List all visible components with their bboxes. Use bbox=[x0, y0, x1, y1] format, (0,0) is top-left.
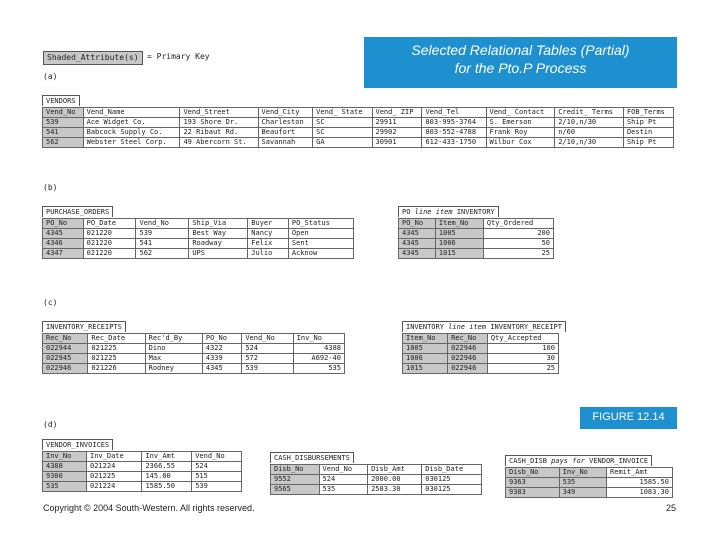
table-cell: Rodney bbox=[145, 364, 202, 374]
table-cell: 021224 bbox=[87, 482, 142, 492]
copyright-notice: Copyright © 2004 South-Western. All rights reserved. bbox=[43, 503, 255, 513]
table-cell: Beaufort bbox=[258, 128, 313, 138]
table-cell: 021225 bbox=[87, 472, 142, 482]
vendor-invoices-table-block bbox=[42, 432, 242, 492]
purchase-orders-header-cell: Buyer bbox=[248, 219, 289, 229]
table-cell: 803-995-3764 bbox=[422, 118, 486, 128]
table-cell: SC bbox=[313, 128, 372, 138]
table-cell: 572 bbox=[242, 354, 293, 364]
vendor-invoices-table bbox=[42, 451, 242, 492]
table-row bbox=[403, 364, 559, 374]
table-row bbox=[43, 138, 674, 148]
inventory-receipts-table bbox=[42, 333, 345, 374]
cash-disb-invoice-table-name bbox=[505, 455, 652, 466]
table-cell: SC bbox=[313, 118, 372, 128]
table-cell: 25 bbox=[487, 364, 558, 374]
vendors-header-cell: Vend_ ZIP bbox=[372, 108, 422, 118]
table-cell: 539 bbox=[242, 364, 293, 374]
table-row bbox=[43, 128, 674, 138]
table-cell: Max bbox=[145, 354, 202, 364]
table-cell: 515 bbox=[192, 472, 242, 482]
table-row bbox=[271, 475, 482, 485]
table-cell: 541 bbox=[136, 239, 189, 249]
inventory-receipt-name-right: INVENTORY_RECEIPT bbox=[490, 323, 562, 331]
table-cell: 1585.50 bbox=[607, 478, 673, 488]
table-row bbox=[399, 239, 554, 249]
table-cell: Roadway bbox=[189, 239, 248, 249]
table-cell: 022946 bbox=[448, 354, 488, 364]
cash-disb-invoice-table-block bbox=[505, 448, 673, 498]
cash-disb-invoice-name-left: CASH_DISB bbox=[509, 457, 547, 465]
purchase-orders-header-cell: PO_No bbox=[43, 219, 84, 229]
table-cell: 9383 bbox=[506, 488, 560, 498]
primary-key-legend-text: = Primary Key bbox=[147, 52, 210, 61]
table-cell: 9565 bbox=[271, 485, 320, 495]
table-cell: 100 bbox=[487, 344, 558, 354]
table-cell: 535 bbox=[43, 482, 87, 492]
part-b-label: (b) bbox=[43, 183, 58, 192]
table-cell: 562 bbox=[43, 138, 84, 148]
table-cell: 4388 bbox=[43, 462, 87, 472]
table-cell: 1585.50 bbox=[142, 482, 192, 492]
table-cell: 25 bbox=[483, 249, 553, 259]
po-inventory-header-cell: Item_No bbox=[435, 219, 483, 229]
cash-disb-invoice-header-cell: Disb_No bbox=[506, 468, 560, 478]
table-row bbox=[506, 488, 673, 498]
vendors-table-name: VENDORS bbox=[42, 95, 80, 106]
vendors-header-cell: Vend_City bbox=[258, 108, 313, 118]
table-cell: Ship Pt bbox=[623, 118, 673, 128]
table-cell: Felix bbox=[248, 239, 289, 249]
table-cell: 524 bbox=[192, 462, 242, 472]
table-cell: 535 bbox=[293, 364, 344, 374]
table-cell: 4347 bbox=[43, 249, 84, 259]
purchase-orders-table-block bbox=[42, 199, 354, 259]
table-cell: UPS bbox=[189, 249, 248, 259]
table-cell: 022946 bbox=[448, 344, 488, 354]
vendors-header-cell: FOB_Terms bbox=[623, 108, 673, 118]
table-cell: 021226 bbox=[88, 364, 145, 374]
table-cell: GA bbox=[313, 138, 372, 148]
table-cell: 2/10,n/30 bbox=[555, 118, 624, 128]
vendors-header-cell: Vend_No bbox=[43, 108, 84, 118]
po-inventory-table-name bbox=[398, 206, 499, 217]
slide-title bbox=[364, 37, 677, 88]
vendors-header-cell: Vend_ State bbox=[313, 108, 372, 118]
table-cell: 9363 bbox=[506, 478, 560, 488]
po-inventory-header-cell: Qty_Ordered bbox=[483, 219, 553, 229]
inventory-receipt-table bbox=[402, 333, 559, 374]
table-cell: 1005 bbox=[403, 344, 448, 354]
table-cell: 4345 bbox=[202, 364, 241, 374]
primary-key-legend-swatch: Shaded_Attribute(s) bbox=[43, 51, 143, 65]
table-cell: S. Emerson bbox=[486, 118, 555, 128]
po-inventory-table-block bbox=[398, 199, 554, 259]
table-cell: 524 bbox=[319, 475, 368, 485]
table-row bbox=[43, 239, 354, 249]
table-cell: 30901 bbox=[372, 138, 422, 148]
table-cell: 4388 bbox=[293, 344, 344, 354]
title-line-2: for the Pto.P Process bbox=[454, 60, 587, 76]
part-d-label: (d) bbox=[43, 420, 58, 429]
cash-disb-invoice-header-cell: Inv_No bbox=[559, 468, 606, 478]
table-row bbox=[506, 478, 673, 488]
vendors-header-cell: Vend_Tel bbox=[422, 108, 486, 118]
vendor-invoices-header-cell: Inv_Date bbox=[87, 452, 142, 462]
vendors-header-cell: Vend_Street bbox=[180, 108, 258, 118]
table-row bbox=[43, 472, 242, 482]
table-cell: 021225 bbox=[88, 354, 145, 364]
table-cell: 349 bbox=[559, 488, 606, 498]
po-inventory-name-right: INVENTORY bbox=[456, 208, 495, 216]
table-cell: 22 Ribaut Rd. bbox=[180, 128, 258, 138]
cash-disb-invoice-table bbox=[505, 467, 673, 498]
table-cell: 1006 bbox=[435, 239, 483, 249]
table-cell: 539 bbox=[192, 482, 242, 492]
inventory-receipts-header-cell: Inv_No bbox=[293, 334, 344, 344]
table-cell: Ship Pt bbox=[623, 138, 673, 148]
table-cell: 29902 bbox=[372, 128, 422, 138]
inventory-receipt-table-name bbox=[402, 321, 566, 332]
table-cell: 4339 bbox=[202, 354, 241, 364]
cash-disbursements-table bbox=[270, 464, 482, 495]
cash-disb-invoice-name-mid: pays for bbox=[551, 457, 585, 465]
table-cell: 022945 bbox=[43, 354, 88, 364]
table-cell: 4345 bbox=[399, 229, 436, 239]
po-inventory-name-left: PO bbox=[402, 208, 411, 216]
table-cell: 1005 bbox=[435, 229, 483, 239]
vendors-header-cell: Vend_Name bbox=[83, 108, 180, 118]
table-cell: 29911 bbox=[372, 118, 422, 128]
table-cell: 1015 bbox=[435, 249, 483, 259]
table-row bbox=[271, 485, 482, 495]
vendors-table-block bbox=[42, 88, 674, 148]
purchase-orders-header-cell: PO_Date bbox=[83, 219, 136, 229]
table-cell: 021224 bbox=[87, 462, 142, 472]
table-cell: 539 bbox=[43, 118, 84, 128]
table-cell: 145.00 bbox=[142, 472, 192, 482]
cash-disbursements-table-block bbox=[270, 445, 482, 495]
vendor-invoices-header-cell: Vend_No bbox=[192, 452, 242, 462]
table-cell: 021225 bbox=[88, 344, 145, 354]
table-cell: 539 bbox=[136, 229, 189, 239]
purchase-orders-header-cell: Ship_Via bbox=[189, 219, 248, 229]
cash-disbursements-table-name: CASH_DISBURSEMENTS bbox=[270, 452, 354, 463]
table-row bbox=[43, 118, 674, 128]
vendor-invoices-table-name: VENDOR_INVOICES bbox=[42, 439, 113, 450]
table-cell: A692-40 bbox=[293, 354, 344, 364]
inventory-receipts-table-name: INVENTORY_RECEIPTS bbox=[42, 321, 126, 332]
table-cell: 4346 bbox=[43, 239, 84, 249]
inventory-receipts-header-cell: Rec_Date bbox=[88, 334, 145, 344]
inventory-receipt-header-cell: Rec_No bbox=[448, 334, 488, 344]
vendors-table bbox=[42, 107, 674, 148]
cash-disbursements-header-cell: Disb_Amt bbox=[368, 465, 422, 475]
table-cell: Charleston bbox=[258, 118, 313, 128]
inventory-receipt-header-cell: Item_No bbox=[403, 334, 448, 344]
vendor-invoices-header-cell: Inv_Amt bbox=[142, 452, 192, 462]
cash-disb-invoice-name-right: VENDOR_INVOICE bbox=[589, 457, 649, 465]
table-cell: 541 bbox=[43, 128, 84, 138]
inventory-receipts-header-cell: PO_No bbox=[202, 334, 241, 344]
table-cell: Babcock Supply Co. bbox=[83, 128, 180, 138]
table-row bbox=[43, 364, 345, 374]
table-cell: 2583.30 bbox=[368, 485, 422, 495]
table-cell: 2366.55 bbox=[142, 462, 192, 472]
table-cell: Open bbox=[288, 229, 353, 239]
table-cell: Destin bbox=[623, 128, 673, 138]
table-row bbox=[43, 354, 345, 364]
table-cell: Acknow bbox=[288, 249, 353, 259]
table-cell: Savannah bbox=[258, 138, 313, 148]
table-row bbox=[43, 344, 345, 354]
table-cell: 030125 bbox=[422, 485, 482, 495]
table-cell: 200 bbox=[483, 229, 553, 239]
cash-disbursements-header-cell: Disb_Date bbox=[422, 465, 482, 475]
po-inventory-table bbox=[398, 218, 554, 259]
table-cell: 524 bbox=[242, 344, 293, 354]
table-row bbox=[43, 462, 242, 472]
vendors-header-cell: Credit_ Terms bbox=[555, 108, 624, 118]
table-cell: 022944 bbox=[43, 344, 88, 354]
purchase-orders-table bbox=[42, 218, 354, 259]
table-cell: 562 bbox=[136, 249, 189, 259]
cash-disbursements-header-cell: Vend_No bbox=[319, 465, 368, 475]
vendors-header-cell: Vend_ Contact bbox=[486, 108, 555, 118]
inventory-receipt-header-cell: Qty_Accepted bbox=[487, 334, 558, 344]
table-cell: 50 bbox=[483, 239, 553, 249]
table-cell: 1083.30 bbox=[607, 488, 673, 498]
table-cell: 022946 bbox=[43, 364, 88, 374]
cash-disb-invoice-header-cell: Remit_Amt bbox=[607, 468, 673, 478]
table-row bbox=[403, 354, 559, 364]
table-row bbox=[43, 249, 354, 259]
figure-label: FIGURE 12.14 bbox=[580, 407, 677, 429]
table-cell: 021220 bbox=[83, 249, 136, 259]
page-number: 25 bbox=[666, 503, 677, 513]
table-cell: 1015 bbox=[403, 364, 448, 374]
table-cell: 2000.00 bbox=[368, 475, 422, 485]
table-row bbox=[43, 229, 354, 239]
table-cell: 9552 bbox=[271, 475, 320, 485]
table-cell: Ace Widget Co. bbox=[83, 118, 180, 128]
vendor-invoices-header-cell: Inv_No bbox=[43, 452, 87, 462]
part-a-label: (a) bbox=[43, 72, 58, 81]
table-cell: 612-433-1750 bbox=[422, 138, 486, 148]
table-cell: Julio bbox=[248, 249, 289, 259]
inventory-receipts-header-cell: Rec_No bbox=[43, 334, 88, 344]
inventory-receipt-name-mid: line item bbox=[448, 323, 487, 331]
table-cell: 49 Abercorn St. bbox=[180, 138, 258, 148]
inventory-receipts-header-cell: Vend_No bbox=[242, 334, 293, 344]
title-line-1: Selected Relational Tables (Partial) bbox=[411, 42, 630, 58]
inventory-receipts-table-block bbox=[42, 314, 345, 374]
inventory-receipts-header-cell: Rec'd_By bbox=[145, 334, 202, 344]
table-cell: 535 bbox=[559, 478, 606, 488]
table-cell: Nancy bbox=[248, 229, 289, 239]
table-row bbox=[399, 229, 554, 239]
table-cell: 4345 bbox=[399, 239, 436, 249]
table-cell: Wilbur Cox bbox=[486, 138, 555, 148]
purchase-orders-table-name: PURCHASE_ORDERS bbox=[42, 206, 113, 217]
table-cell: Frank Roy bbox=[486, 128, 555, 138]
table-row bbox=[399, 249, 554, 259]
table-cell: Webster Steel Corp. bbox=[83, 138, 180, 148]
table-row bbox=[403, 344, 559, 354]
table-cell: Best Way bbox=[189, 229, 248, 239]
table-cell: 022946 bbox=[448, 364, 488, 374]
inventory-receipt-table-block bbox=[402, 314, 566, 374]
table-cell: Dino bbox=[145, 344, 202, 354]
cash-disbursements-header-cell: Disb_No bbox=[271, 465, 320, 475]
table-cell: 4345 bbox=[43, 229, 84, 239]
table-cell: 1006 bbox=[403, 354, 448, 364]
table-cell: 021220 bbox=[83, 229, 136, 239]
table-cell: 030125 bbox=[422, 475, 482, 485]
part-c-label: (c) bbox=[43, 298, 58, 307]
table-cell: n/60 bbox=[555, 128, 624, 138]
table-row bbox=[43, 482, 242, 492]
inventory-receipt-name-left: INVENTORY bbox=[406, 323, 444, 331]
table-cell: 4322 bbox=[202, 344, 241, 354]
table-cell: 021220 bbox=[83, 239, 136, 249]
table-cell: Sent bbox=[288, 239, 353, 249]
table-cell: 9300 bbox=[43, 472, 87, 482]
purchase-orders-header-cell: PO_Status bbox=[288, 219, 353, 229]
purchase-orders-header-cell: Vend_No bbox=[136, 219, 189, 229]
po-inventory-name-mid: line item bbox=[414, 208, 453, 216]
table-cell: 193 Shore Dr. bbox=[180, 118, 258, 128]
table-cell: 2/10,n/30 bbox=[555, 138, 624, 148]
po-inventory-header-cell: PO_No bbox=[399, 219, 436, 229]
table-cell: 803-552-4788 bbox=[422, 128, 486, 138]
table-cell: 4345 bbox=[399, 249, 436, 259]
table-cell: 535 bbox=[319, 485, 368, 495]
table-cell: 30 bbox=[487, 354, 558, 364]
